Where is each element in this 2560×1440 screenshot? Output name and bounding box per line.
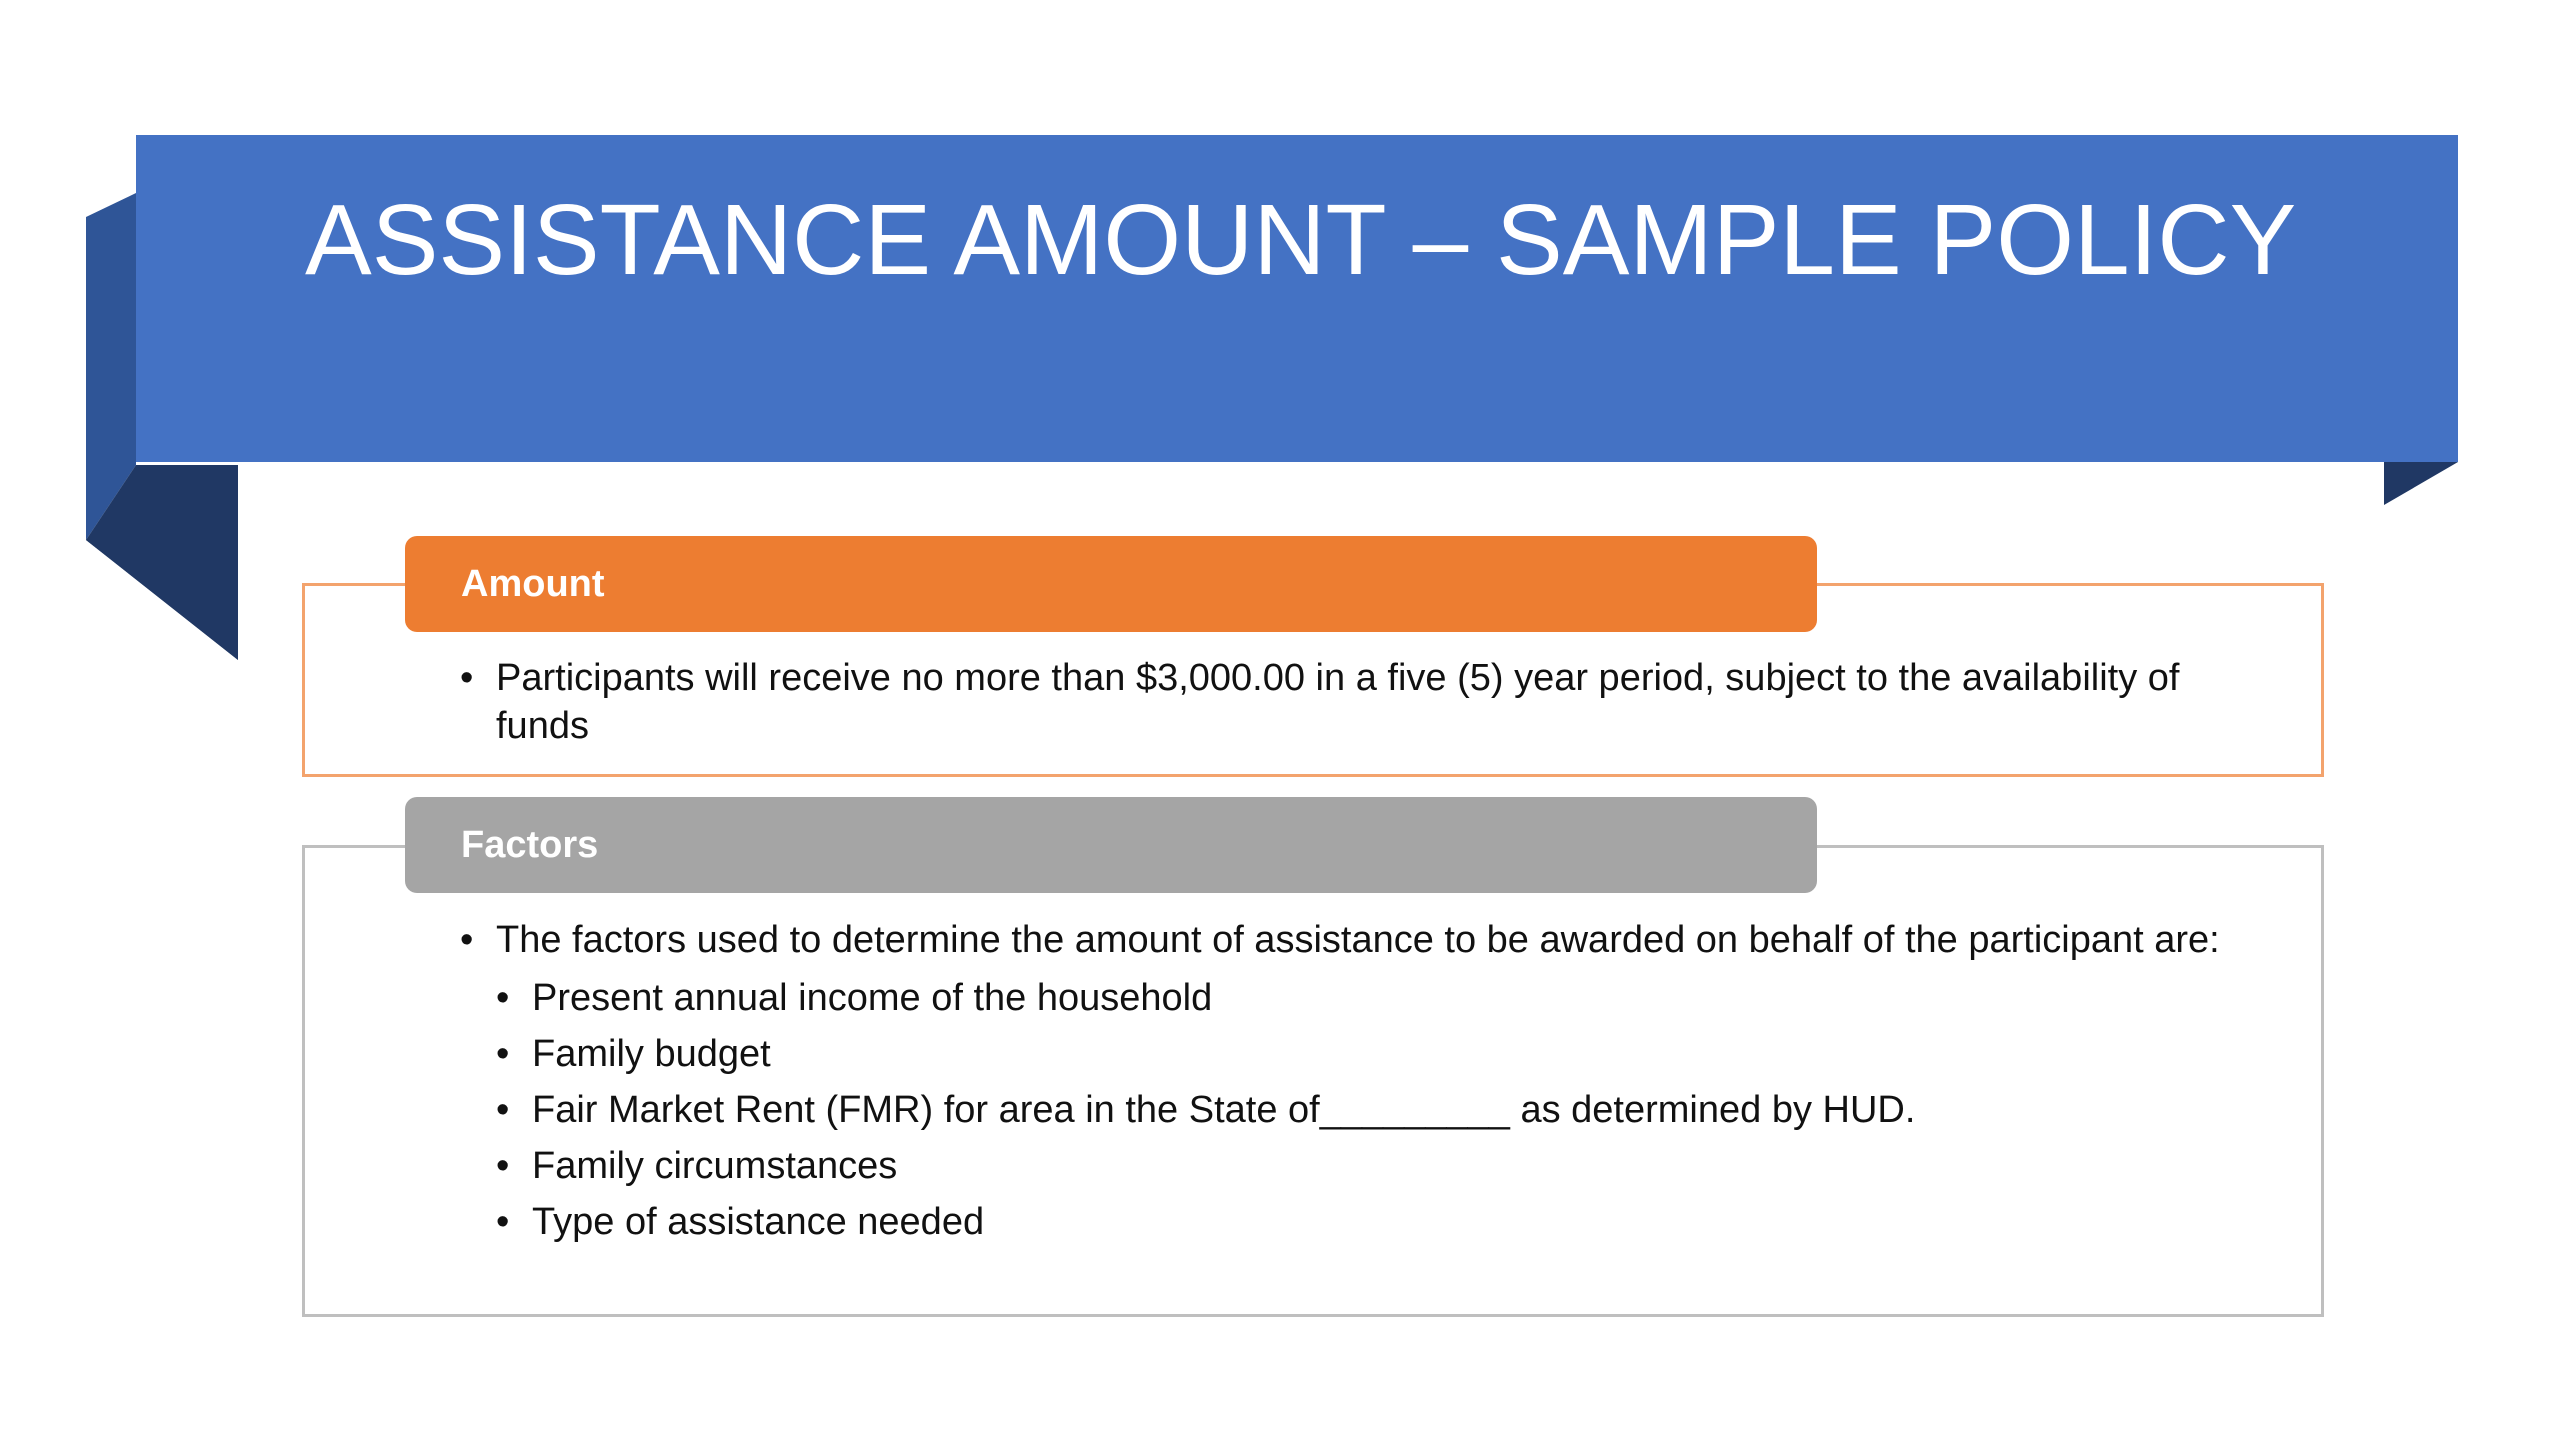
list-item: • Family circumstances [496, 1138, 2220, 1194]
factors-intro: The factors used to determine the amount of assistance to be awarded on behalf of the participant are: [496, 919, 2220, 961]
list-item: • Fair Market Rent (FMR) for area in the State of_________ as determined by HUD. [496, 1082, 2220, 1138]
list-item: • Participants will receive no more than $3,000.00 in a five (5) year period, subject to the availability of funds [460, 654, 2220, 750]
page-title: ASSISTANCE AMOUNT – SAMPLE POLICY [305, 184, 2297, 296]
list-item: • Family budget [496, 1026, 2220, 1082]
list-item: • Present annual income of the household [496, 970, 2220, 1026]
list-item: • Type of assistance needed [496, 1194, 2220, 1250]
list-item [460, 916, 2220, 1250]
amount-bullets [460, 654, 2220, 750]
factors-bullets [460, 916, 2220, 1250]
amount-tab: Amount [405, 536, 1817, 632]
factors-tab: Factors [405, 797, 1817, 893]
ribbon-right-fold [2384, 462, 2458, 505]
factors-sub-bullets [496, 970, 2220, 1250]
